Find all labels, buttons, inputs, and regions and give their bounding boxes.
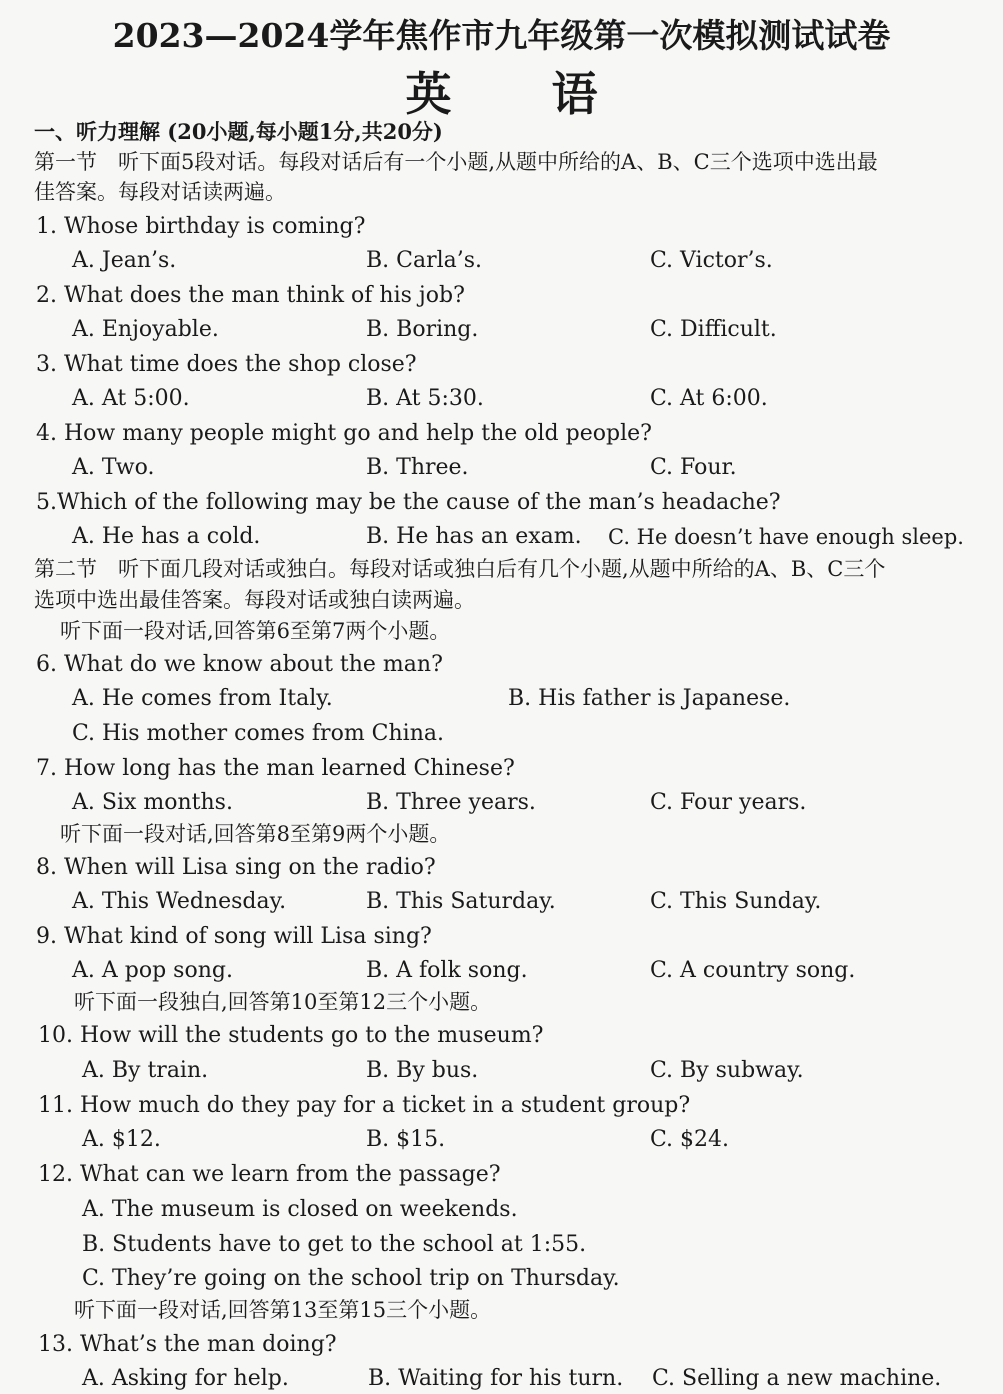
q6-option-c: C. His mother comes from China. [72, 721, 444, 746]
q10-option-b: B. By bus. [366, 1058, 479, 1083]
q13-option-b: B. Waiting for his turn. [368, 1366, 624, 1391]
q13-option-a: A. Asking for help. [82, 1366, 289, 1391]
q2-option-a: A. Enjoyable. [72, 317, 219, 342]
q1-option-a: A. Jean’s. [72, 248, 177, 273]
question-8: 8. When will Lisa sing on the radio? [36, 855, 436, 880]
question-3: 3. What time does the shop close? [36, 352, 417, 377]
q1-option-c: C. Victor’s. [650, 248, 773, 273]
q6-option-a: A. He comes from Italy. [72, 686, 333, 711]
section2-intro-line1: 第二节 听下面几段对话或独白。每段对话或独白后有几个小题,从题中所给的A、B、C三个 [34, 557, 886, 581]
listening-note-8-9: 听下面一段对话,回答第8至第9两个小题。 [60, 822, 451, 846]
q3-option-c: C. At 6:00. [650, 386, 768, 411]
section1-intro-line1: 第一节 听下面5段对话。每段对话后有一个小题,从题中所给的A、B、C三个选项中选出最 [34, 150, 878, 174]
q10-option-a: A. By train. [82, 1058, 209, 1083]
q11-option-b: B. $15. [366, 1127, 446, 1152]
question-13: 13. What’s the man doing? [38, 1332, 337, 1357]
q5-option-b: B. He has an exam. [366, 524, 582, 549]
q3-option-b: B. At 5:30. [366, 386, 484, 411]
q5-option-c: C. He doesn’t have enough sleep. [608, 525, 964, 549]
q5-option-a: A. He has a cold. [72, 524, 261, 549]
q12-option-c: C. They’re going on the school trip on Thursday. [82, 1266, 620, 1291]
q11-option-c: C. $24. [650, 1127, 730, 1152]
question-12: 12. What can we learn from the passage? [38, 1162, 501, 1187]
listening-note-10-12: 听下面一段独白,回答第10至第12三个小题。 [74, 990, 492, 1014]
q11-option-a: A. $12. [82, 1127, 161, 1152]
q12-option-a: A. The museum is closed on weekends. [82, 1197, 518, 1222]
q9-option-c: C. A country song. [650, 958, 856, 983]
question-2: 2. What does the man think of his job? [36, 283, 465, 308]
q9-option-a: A. A pop song. [72, 958, 233, 983]
q9-option-b: B. A folk song. [366, 958, 528, 983]
q4-option-b: B. Three. [366, 455, 469, 480]
question-6: 6. What do we know about the man? [36, 652, 443, 677]
listening-note-13-15: 听下面一段对话,回答第13至第15三个小题。 [74, 1298, 492, 1322]
q4-option-c: C. Four. [650, 455, 737, 480]
question-9: 9. What kind of song will Lisa sing? [36, 924, 432, 949]
q8-option-a: A. This Wednesday. [72, 889, 287, 914]
question-11: 11. How much do they pay for a ticket in a student group? [38, 1093, 691, 1118]
q8-option-c: C. This Sunday. [650, 889, 822, 914]
question-10: 10. How will the students go to the museum? [38, 1023, 544, 1048]
q1-option-b: B. Carla’s. [366, 248, 483, 273]
listening-note-6-7: 听下面一段对话,回答第6至第7两个小题。 [60, 619, 451, 643]
part1-heading: 一、听力理解 (20小题,每小题1分,共20分) [34, 119, 443, 144]
q4-option-a: A. Two. [72, 455, 155, 480]
section1-intro-line2: 佳答案。每段对话读两遍。 [34, 180, 286, 204]
question-1: 1. Whose birthday is coming? [36, 214, 366, 239]
q8-option-b: B. This Saturday. [366, 889, 556, 914]
q13-option-c: C. Selling a new machine. [652, 1366, 942, 1391]
q7-option-c: C. Four years. [650, 790, 807, 815]
q2-option-b: B. Boring. [366, 317, 479, 342]
q12-option-b: B. Students have to get to the school at 1:55. [82, 1232, 587, 1257]
q2-option-c: C. Difficult. [650, 317, 777, 342]
q7-option-a: A. Six months. [72, 790, 233, 815]
q7-option-b: B. Three years. [366, 790, 536, 815]
exam-title: 2023—2024学年焦作市九年级第一次模拟测试试卷 [112, 16, 891, 55]
q10-option-c: C. By subway. [650, 1058, 804, 1083]
question-7: 7. How long has the man learned Chinese? [36, 756, 515, 781]
section2-intro-line2: 选项中选出最佳答案。每段对话或独白读两遍。 [34, 588, 475, 612]
q3-option-a: A. At 5:00. [72, 386, 190, 411]
q6-option-b: B. His father is Japanese. [508, 686, 791, 711]
question-4: 4. How many people might go and help the old people? [36, 421, 652, 446]
question-5: 5.Which of the following may be the cause of the man’s headache? [36, 490, 781, 515]
subject-title: 英语 [405, 67, 698, 121]
